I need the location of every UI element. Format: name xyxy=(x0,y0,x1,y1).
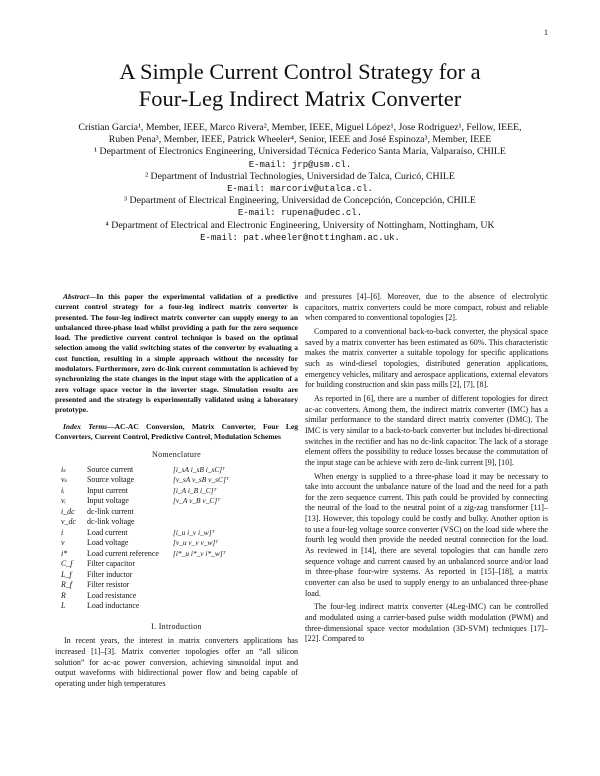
abstract-text: —In this paper the experimental validation of a predictive current control strategy for a four-leg indirect matrix converter is presented. The four-leg indirect matrix converter can supply energy to an unbalanced three-phase load whilst providing a path for the zero sequence load. The predictive current control technique is based on the optimal selection among the valid switching states of the converter by evaluating a cost function, resulting in a simple approach without the necessity for modulators. Furthermore, zero dc-link current commutation is achieved by synchronizing the state changes in the input stage with the application of a zero voltage space vector in the inverter stage. Simulation results are presented and the strategy is experimentally validated using a laboratory prototype. xyxy=(55,292,298,415)
nomenclature-vector: [i_u i_v i_w]ᵀ xyxy=(173,527,215,537)
email-4: E-mail: pat.wheeler@nottingham.ac.uk. xyxy=(200,232,400,243)
nomenclature-description: dc-link voltage xyxy=(87,517,135,527)
index-terms-label: Index Terms xyxy=(63,421,108,431)
body-paragraph-4: When energy is supplied to a three-phase load it may be necessary to take into account the unbalance nature of the load and the need for a path for the zero sequence current. This path could be provided by connecting the neutral of the load to the neutral point of a zig-zag transformer [11]–[13]. However, this topology could be costly and bulky. Another option is to use a four-leg voltage source converter (VSC) on the load side where the fourth leg would then provide the needed neutral connection for the load. As reviewed in [14], there are several topologies that can handle zero sequence voltage and current caused by an unbalanced source and/or load in three-phase four-wire systems. As reported in [15]–[18], a matrix converter can also be used to supply energy to an unbalanced three-phase load. xyxy=(305,471,548,598)
nomenclature-description: Source voltage xyxy=(87,475,135,485)
nomenclature-row xyxy=(55,601,298,612)
nomenclature-vector: [i_A i_B i_C]ᵀ xyxy=(173,485,217,495)
nomenclature-row xyxy=(55,570,298,581)
nomenclature-symbol: i xyxy=(61,527,64,537)
nomenclature-vector: [i_sA i_sB i_sC]ᵀ xyxy=(173,464,226,474)
nomenclature-vector xyxy=(173,570,298,581)
nomenclature-symbol: v xyxy=(61,538,65,548)
nomenclature-symbol: R_f xyxy=(61,580,72,590)
body-paragraph-2: Compared to a conventional back-to-back converter, the physical space saved by a matrix converter has been estimated as 60%. This characteristic makes the matrix converter a suitable topology for specific applications such as wind-diesel topologies, distributed generation applications, emergency vehicles, military and aerospace applications, external elevators for building construction and skin pass mills [2], [7], [8]. xyxy=(305,326,548,390)
nomenclature-description: Input voltage xyxy=(87,496,129,506)
nomenclature-description: Load voltage xyxy=(87,538,129,548)
nomenclature-symbol: R xyxy=(61,590,66,600)
paper-title xyxy=(60,58,540,112)
nomenclature-heading: Nomenclature xyxy=(152,450,201,460)
nomenclature-vector: [v_u v_v v_w]ᵀ xyxy=(173,538,219,548)
email-1: E-mail: jrp@usm.cl. xyxy=(248,159,352,170)
nomenclature-row xyxy=(55,486,298,497)
nomenclature-vector: [i*_u i*_v i*_w]ᵀ xyxy=(173,548,226,558)
intro-paragraph: In recent years, the interest in matrix converters applications has increased [1]–[3]. Matrix converter topologies offer an “all silicon solution” for ac-ac power conversion, achieving sinusoidal input and output waveforms with bidirectional power flow and being capable of operating under high temperatures xyxy=(55,636,298,689)
abstract xyxy=(55,292,298,416)
nomenclature-description: Input current xyxy=(87,485,128,495)
body-paragraph-3: As reported in [6], there are a number of different topologies for direct ac-ac converters. Among them, the indirect matrix converter (IMC) has a similar performance to the standard direct matrix converter (DMC). The IMC is very similar to a back-to-back converter but includes bi-directional switches in the rectifier and has no dc-link capacitor. The lack of a storage element offers the possibility to reduce losses because the commutation of the input stage can be achieve with zero dc-link current [9], [10]. xyxy=(305,393,548,467)
affiliation-1: ¹ Department of Electronics Engineering, Universidad Técnica Federico Santa María, Valparaíso, CHILE xyxy=(94,146,506,158)
nomenclature-row xyxy=(55,496,298,507)
nomenclature-symbol: iₛ xyxy=(61,464,66,474)
affiliation-2: ² Department of Industrial Technologies, Universidad de Talca, Curicó, CHILE xyxy=(145,170,455,182)
body-paragraph-5: The four-leg indirect matrix converter (4Leg-IMC) can be controlled and modulated using a carrier-based pulse width modulation (PWM) and three-dimensional space vector modulation (3D-SVM) techniques [17]–[22]. Compared to xyxy=(305,602,548,644)
left-column xyxy=(55,292,298,693)
nomenclature-row xyxy=(55,591,298,602)
nomenclature-description: Filter capacitor xyxy=(87,559,135,569)
nomenclature-row xyxy=(55,517,298,528)
authors-line-2: Ruben Pena³, Member, IEEE, Patrick Wheeler⁴, Senior, IEEE and José Espinoza³, Member, IEEE xyxy=(108,134,492,146)
nomenclature-row xyxy=(55,549,298,560)
nomenclature-description: Load resistance xyxy=(87,590,137,600)
nomenclature-description: Filter inductor xyxy=(87,569,133,579)
nomenclature-symbol: vₛ xyxy=(61,475,68,485)
nomenclature-vector xyxy=(173,601,298,612)
email-3: E-mail: rupena@udec.cl. xyxy=(237,208,363,219)
nomenclature-vector: [v_sA v_sB v_sC]ᵀ xyxy=(173,475,229,485)
nomenclature-vector xyxy=(173,559,298,570)
nomenclature-vector xyxy=(173,591,298,602)
nomenclature-symbol: v_dc xyxy=(61,517,76,527)
nomenclature-row xyxy=(55,580,298,591)
title-line-2: Four-Leg Indirect Matrix Converter xyxy=(138,86,462,111)
nomenclature-symbol: L xyxy=(61,601,66,611)
nomenclature-row xyxy=(55,465,298,476)
index-terms xyxy=(55,422,298,443)
nomenclature-symbol: i_dc xyxy=(61,506,75,516)
nomenclature-description: Filter resistor xyxy=(87,580,130,590)
abstract-label: Abstract xyxy=(63,292,89,301)
body-paragraph-1: and pressures [4]–[6]. Moreover, due to the absence of electrolytic capacitors, matrix converters could be more compact, robust and reliable when compared to conventional topologies [2]. xyxy=(305,292,548,323)
nomenclature-symbol: i* xyxy=(61,548,68,558)
affiliation-4: ⁴ Department of Electrical and Electronic Engineering, University of Nottingham, Nottingham, UK xyxy=(105,219,495,231)
nomenclature-description: Source current xyxy=(87,464,134,474)
nomenclature-row xyxy=(55,538,298,549)
author-block xyxy=(40,122,560,244)
nomenclature-symbol: C_f xyxy=(61,559,73,569)
title-line-1: A Simple Current Control Strategy for a xyxy=(119,59,481,84)
right-column xyxy=(305,292,548,648)
nomenclature-row xyxy=(55,507,298,518)
nomenclature-description: Load current xyxy=(87,527,128,537)
index-terms-text: —AC-AC Conversion, Matrix Converter, Four Leg Converters, Current Control, Predictive Control, Modulation Schemes xyxy=(55,421,299,441)
nomenclature-row xyxy=(55,559,298,570)
nomenclature-vector: [v_A v_B v_C]ᵀ xyxy=(173,496,221,506)
affiliation-3: ³ Department of Electrical Engineering, Universidad de Concepción, Concepción, CHILE xyxy=(124,195,476,207)
nomenclature-vector xyxy=(173,580,298,591)
nomenclature-symbol: L_f xyxy=(61,569,72,579)
nomenclature-description: Load inductance xyxy=(87,601,140,611)
nomenclature-vector xyxy=(173,507,298,518)
nomenclature-row xyxy=(55,475,298,486)
nomenclature-row xyxy=(55,528,298,539)
nomenclature-vector xyxy=(173,517,298,528)
nomenclature-symbol: vᵢ xyxy=(61,496,66,506)
nomenclature-symbol: iᵢ xyxy=(61,485,65,495)
nomenclature-table xyxy=(55,465,298,612)
section-heading-introduction: I. Introduction xyxy=(151,621,202,631)
nomenclature-description: Load current reference xyxy=(87,548,159,558)
page-number: 1 xyxy=(544,28,548,37)
email-2: E-mail: marcoriv@utalca.cl. xyxy=(227,184,373,195)
nomenclature-description: dc-link current xyxy=(87,506,134,516)
authors-line-1: Cristian García¹, Member, IEEE, Marco Rivera², Member, IEEE, Miguel López¹, Jose Rodriguez¹, Fellow, IEEE, xyxy=(78,122,522,133)
